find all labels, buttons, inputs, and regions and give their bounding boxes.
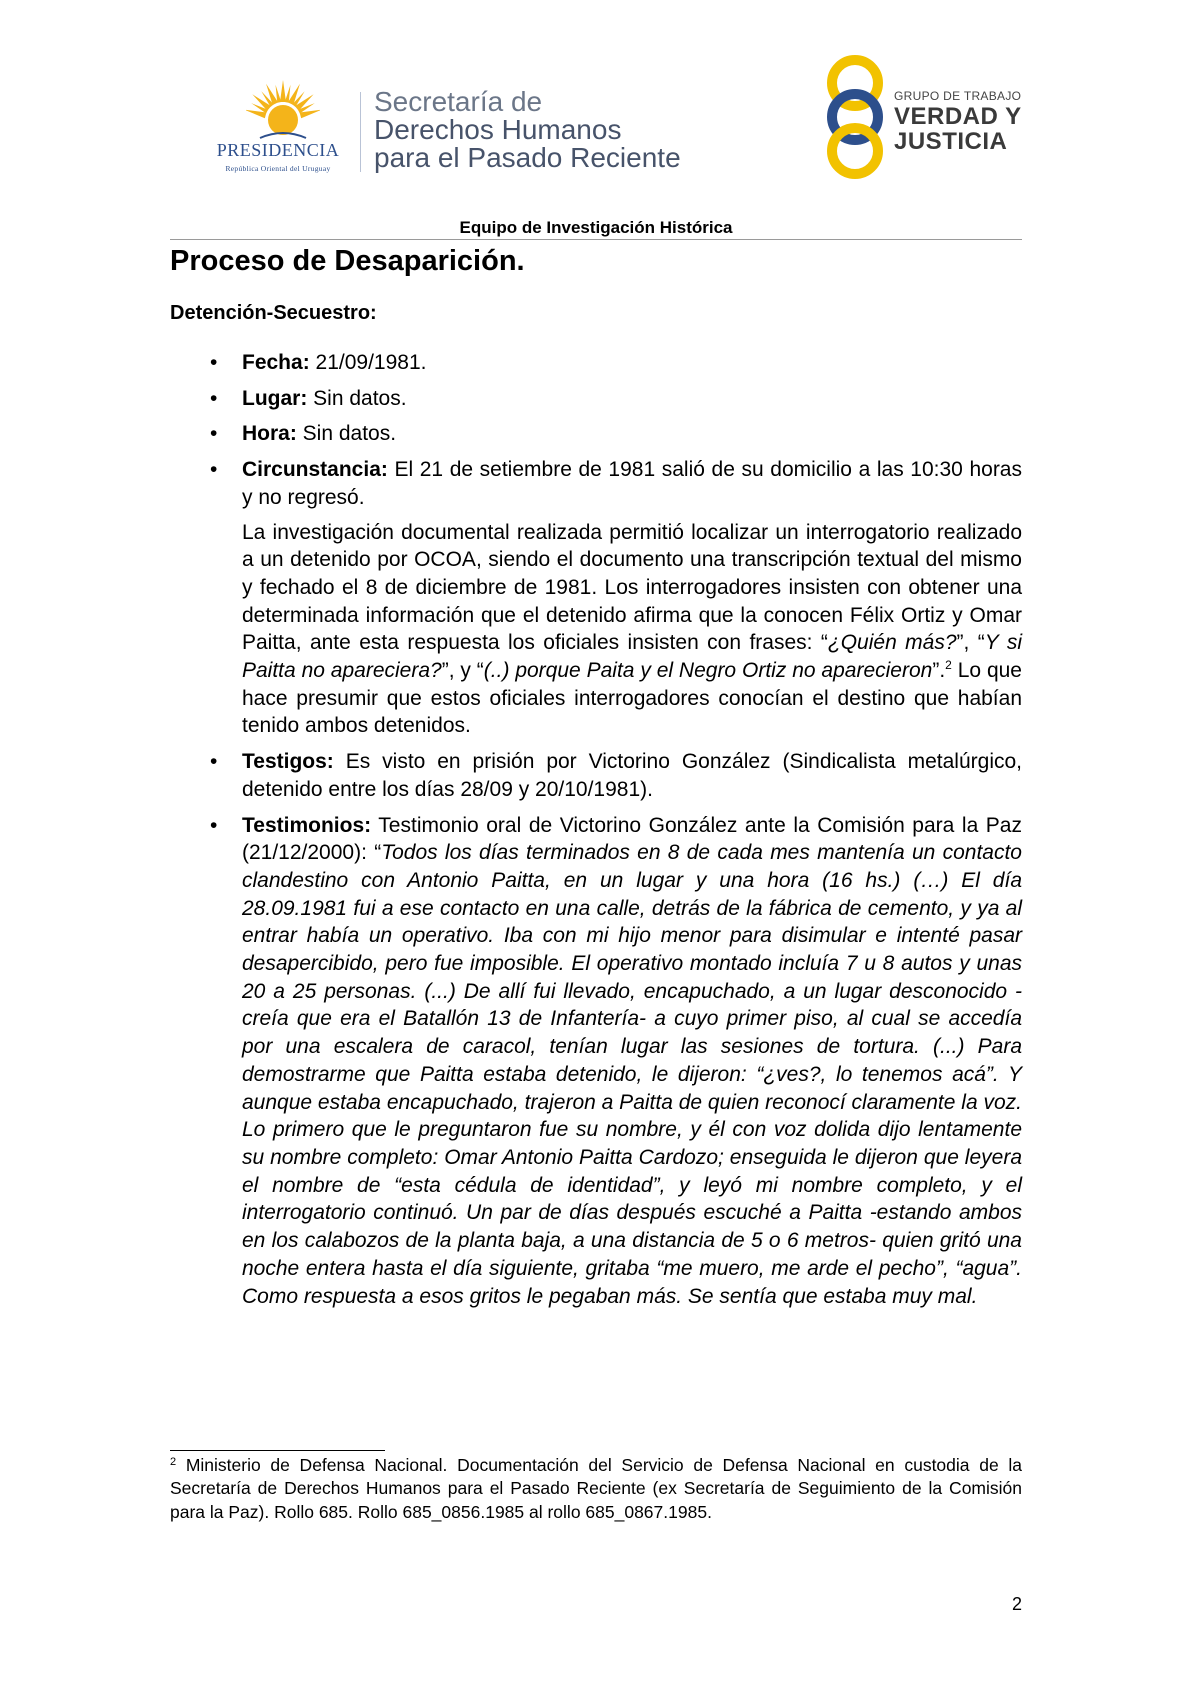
circunstancia-paragraph-2: [242, 519, 1022, 741]
quote-2: Y si Paitta no apareciera?: [242, 631, 1022, 683]
page-number: 2: [1011, 1594, 1022, 1614]
quote-1: ¿Quién más?: [827, 631, 957, 655]
paragraph-text: ”, y “: [441, 659, 484, 683]
bullet-icon: •: [210, 813, 218, 837]
footnote-number: 2: [170, 1456, 177, 1468]
list-item-testimonios: [170, 812, 1022, 1311]
secretaria-logo-text: [374, 88, 681, 172]
list-item-circunstancia: [170, 456, 1022, 740]
bullet-icon: •: [210, 458, 218, 482]
footnote-separator: [170, 1450, 385, 1451]
secretaria-line-2: Derechos Humanos: [374, 114, 622, 145]
bullet-icon: •: [210, 422, 218, 446]
paragraph-text: La investigación documental realizada permitió localizar un interrogatorio realizado a un detenido por OCOA, siendo el documento una transcripción textual del mismo y fechado el 8 de diciembre de 1981. Los interrogadores insisten con obtener una determinada información que el detenido afirma que la conocen Félix Ortiz y Omar Paitta, ante esta respuesta los oficiales insisten con frases: “: [242, 520, 1022, 655]
detention-details-list: [170, 349, 1022, 1310]
quote-3: (..) porque Paita y el Negro Ortiz no aparecieron: [483, 659, 933, 683]
testimonios-intro: Testimonio oral de Victorino González ante la Comisión para la Paz (21/12/2000): “: [242, 813, 1022, 865]
list-item-hora: [170, 420, 1022, 448]
footnote-reference[interactable]: 2: [945, 658, 952, 673]
verdad-justicia-logo: [820, 55, 1035, 180]
vyj-group-label: GRUPO DE TRABAJO: [894, 89, 1022, 103]
bullet-icon: •: [210, 351, 218, 374]
hora-value: Sin datos.: [296, 422, 397, 446]
list-item-fecha: [170, 349, 1022, 377]
testimonios-label: Testimonios:: [242, 813, 372, 837]
list-item-lugar: [170, 385, 1022, 413]
paragraph-text: ”, “: [956, 631, 985, 655]
fecha-value: 21/09/1981.: [309, 351, 427, 374]
testigos-value: Es visto en prisión por Victorino González (Sindicalista metalúrgico, detenido entre los días 28/09 y 20/10/1981).: [242, 750, 1022, 801]
paragraph-text: Lo que hace presumir que estos oficiales interrogadores conocían el destino que habían tenido ambos detenidos.: [242, 659, 1022, 738]
logo-divider: [360, 92, 361, 172]
vyj-title-line-2: JUSTICIA: [894, 128, 1008, 155]
secretaria-line-1: Secretaría de: [374, 86, 543, 117]
circunstancia-label: Circunstancia:: [242, 458, 388, 482]
presidencia-wordmark: PRESIDENCIA: [216, 140, 340, 160]
footnote-text: Ministerio de Defensa Nacional. Documentación del Servicio de Defensa Nacional en custodia de la Secretaría de Derechos Humanos para el Pasado Reciente (ex Secretaría de Seguimiento de la Comisión para la Paz). Rollo 685. Rollo 685_0856.1985 al rollo 685_0867.1985.: [170, 1455, 1022, 1522]
lugar-label: Lugar:: [242, 386, 308, 410]
circunstancia-value: El 21 de setiembre de 1981 salió de su domicilio a las 10:30 horas y no regresó.: [242, 458, 1022, 509]
secretaria-line-3: para el Pasado Reciente: [374, 142, 681, 173]
list-item-testigos: [170, 748, 1022, 803]
running-header: Equipo de Investigación Histórica: [459, 218, 733, 237]
header-rule: [170, 239, 1022, 240]
testimony-quote: Todos los días terminados en 8 de cada mes mantenía un contacto clandestino con Antonio Paitta, en un lugar y una hora (16 hs.) (…) El día 28.09.1981 fui a ese contacto en una calle, detrás de la fábrica de cemento, y ya al entrar había un operativo. Iba con mi hijo menor para disimular e intenté pasar desapercibido, pero fue imposible. El operativo montado incluía 7 u 8 autos y unas 20 a 25 personas. (...) De allí fui llevado, encapuchado, a un lugar desconocido -creía que era el Batallón 13 de Infantería- a cuyo primer piso, al cual se accedía por una escalera de caracol, tenían lugar las sesiones de tortura. (...) Para demostrarme que Paitta estaba detenido, le dijeron: “¿ves?, lo tenemos acá”. Y aunque estaba encapuchado, trajeron a Paitta de quien reconocí claramente la voz. Lo primero que le preguntaron fue su nombre, y él con voz dolida dijo lentamente su nombre completo: Omar Antonio Paitta Cardozo; enseguida le dijeron que leyera el nombre de “esta cédula de identidad”, y leyó mi nombre completo, y el interrogatorio continuó. Un par de días después escuché a Paitta -estando ambos en los calabozos de la planta baja, a una distancia de 5 o 6 metros- quien gritó una noche entera hasta el día siguiente, gritaba “me muero, me arde el pecho”, “agua”. Como respuesta a esos gritos le pegaban más. Se sentía que estaba muy mal.: [242, 841, 1022, 1308]
paragraph-text: ”.: [932, 659, 946, 683]
vyj-title-line-1: VERDAD Y: [894, 103, 1022, 130]
bullet-icon: •: [210, 386, 218, 410]
lugar-value: Sin datos.: [307, 386, 407, 410]
fecha-label: Fecha:: [242, 351, 310, 374]
presidencia-logo: [198, 80, 358, 180]
testigos-label: Testigos:: [242, 750, 334, 774]
footnote: [170, 1454, 1022, 1524]
presidencia-subtitle: República Oriental del Uruguay: [225, 164, 331, 173]
hora-label: Hora:: [242, 422, 297, 446]
interlocked-rings-icon: [820, 55, 890, 180]
bullet-icon: •: [210, 750, 218, 774]
document-body: [170, 242, 1022, 1318]
page-title: Proceso de Desaparición.: [170, 245, 525, 277]
section-heading: Detención-Secuestro:: [170, 302, 377, 324]
